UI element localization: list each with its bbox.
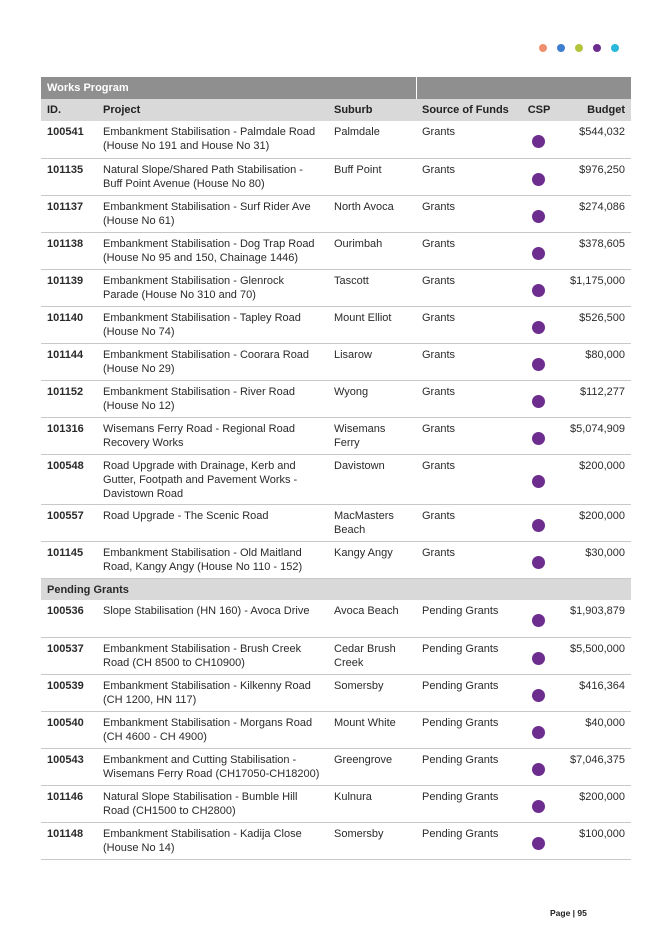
- cell-source: Pending Grants: [416, 637, 520, 674]
- table-row: [41, 158, 631, 195]
- table-row: [41, 269, 631, 306]
- cell-budget: $200,000: [558, 785, 631, 822]
- cell-suburb: Greengrove: [328, 748, 416, 785]
- table-title-blank: [416, 77, 631, 99]
- csp-indicator-icon: [532, 475, 545, 488]
- cell-id: 100557: [41, 504, 97, 541]
- cell-id: 101140: [41, 306, 97, 343]
- table-row: [41, 711, 631, 748]
- cell-source: Grants: [416, 232, 520, 269]
- csp-indicator-icon: [532, 689, 545, 702]
- cell-source: Grants: [416, 195, 520, 232]
- cell-project: Embankment Stabilisation - Surf Rider Ave (House No 61): [97, 195, 328, 232]
- csp-indicator-icon: [532, 726, 545, 739]
- cell-source: Grants: [416, 454, 520, 504]
- cell-budget: $100,000: [558, 822, 631, 859]
- dot-blue: [557, 44, 565, 52]
- csp-indicator-icon: [532, 652, 545, 665]
- cell-csp: [520, 637, 558, 674]
- csp-indicator-icon: [532, 519, 545, 532]
- cell-project: Embankment Stabilisation - Dog Trap Road (House No 95 and 150, Chainage 1446): [97, 232, 328, 269]
- cell-suburb: North Avoca: [328, 195, 416, 232]
- cell-source: Grants: [416, 306, 520, 343]
- cell-csp: [520, 504, 558, 541]
- table-row: [41, 637, 631, 674]
- cell-csp: [520, 674, 558, 711]
- cell-suburb: Wyong: [328, 380, 416, 417]
- cell-budget: $40,000: [558, 711, 631, 748]
- cell-source: Grants: [416, 380, 520, 417]
- cell-id: 100548: [41, 454, 97, 504]
- cell-source: Grants: [416, 121, 520, 158]
- works-rows: [41, 121, 631, 578]
- decorative-dots: [539, 44, 619, 52]
- cell-budget: $274,086: [558, 195, 631, 232]
- cell-id: 101148: [41, 822, 97, 859]
- cell-budget: $5,500,000: [558, 637, 631, 674]
- cell-id: 100536: [41, 600, 97, 637]
- works-program-table: [41, 77, 631, 860]
- cell-budget: $378,605: [558, 232, 631, 269]
- csp-indicator-icon: [532, 556, 545, 569]
- pending-grants-header-row: [41, 578, 631, 600]
- header-csp: CSP: [520, 99, 558, 121]
- csp-indicator-icon: [532, 321, 545, 334]
- cell-project: Embankment Stabilisation - Tapley Road (House No 74): [97, 306, 328, 343]
- header-budget: Budget: [558, 99, 631, 121]
- table-row: [41, 417, 631, 454]
- cell-csp: [520, 541, 558, 578]
- page-number: Page | 95: [550, 908, 587, 918]
- cell-budget: $416,364: [558, 674, 631, 711]
- table-row: [41, 121, 631, 158]
- cell-id: 101138: [41, 232, 97, 269]
- cell-budget: $544,032: [558, 121, 631, 158]
- cell-csp: [520, 748, 558, 785]
- cell-csp: [520, 711, 558, 748]
- cell-project: Wisemans Ferry Road - Regional Road Recovery Works: [97, 417, 328, 454]
- csp-indicator-icon: [532, 614, 545, 627]
- cell-source: Pending Grants: [416, 674, 520, 711]
- table-row: [41, 822, 631, 859]
- cell-suburb: Somersby: [328, 822, 416, 859]
- cell-project: Road Upgrade - The Scenic Road: [97, 504, 328, 541]
- cell-csp: [520, 269, 558, 306]
- header-suburb: Suburb: [328, 99, 416, 121]
- cell-project: Embankment Stabilisation - Kilkenny Road (CH 1200, HN 117): [97, 674, 328, 711]
- table-row: [41, 306, 631, 343]
- cell-csp: [520, 121, 558, 158]
- csp-indicator-icon: [532, 432, 545, 445]
- header-source: Source of Funds: [416, 99, 520, 121]
- dot-purple: [593, 44, 601, 52]
- cell-csp: [520, 822, 558, 859]
- cell-project: Embankment Stabilisation - River Road (House No 12): [97, 380, 328, 417]
- cell-suburb: Tascott: [328, 269, 416, 306]
- cell-source: Grants: [416, 269, 520, 306]
- dot-salmon: [539, 44, 547, 52]
- cell-project: Natural Slope/Shared Path Stabilisation - Buff Point Avenue (House No 80): [97, 158, 328, 195]
- cell-budget: $200,000: [558, 504, 631, 541]
- cell-suburb: Somersby: [328, 674, 416, 711]
- cell-suburb: Lisarow: [328, 343, 416, 380]
- pending-section: [41, 578, 631, 600]
- pending-rows: [41, 600, 631, 859]
- cell-source: Grants: [416, 541, 520, 578]
- cell-budget: $7,046,375: [558, 748, 631, 785]
- cell-id: 101146: [41, 785, 97, 822]
- cell-csp: [520, 195, 558, 232]
- cell-project: Embankment Stabilisation - Old Maitland Road, Kangy Angy (House No 110 - 152): [97, 541, 328, 578]
- cell-id: 101139: [41, 269, 97, 306]
- table-row: [41, 343, 631, 380]
- cell-project: Embankment Stabilisation - Coorara Road (House No 29): [97, 343, 328, 380]
- cell-csp: [520, 380, 558, 417]
- table-header-row: [41, 99, 631, 121]
- table-row: [41, 195, 631, 232]
- csp-indicator-icon: [532, 210, 545, 223]
- cell-source: Grants: [416, 417, 520, 454]
- csp-indicator-icon: [532, 763, 545, 776]
- dot-lime: [575, 44, 583, 52]
- cell-csp: [520, 600, 558, 637]
- cell-project: Embankment Stabilisation - Brush Creek Road (CH 8500 to CH10900): [97, 637, 328, 674]
- table-row: [41, 504, 631, 541]
- cell-project: Embankment Stabilisation - Palmdale Road (House No 191 and House No 31): [97, 121, 328, 158]
- cell-id: 100543: [41, 748, 97, 785]
- csp-indicator-icon: [532, 284, 545, 297]
- table-title-row: [41, 77, 631, 99]
- csp-indicator-icon: [532, 135, 545, 148]
- cell-csp: [520, 306, 558, 343]
- cell-suburb: Mount White: [328, 711, 416, 748]
- cell-csp: [520, 158, 558, 195]
- cell-suburb: Kulnura: [328, 785, 416, 822]
- cell-source: Pending Grants: [416, 748, 520, 785]
- dot-cyan: [611, 44, 619, 52]
- cell-id: 100541: [41, 121, 97, 158]
- cell-project: Natural Slope Stabilisation - Bumble Hill Road (CH1500 to CH2800): [97, 785, 328, 822]
- cell-source: Grants: [416, 158, 520, 195]
- header-id: ID.: [41, 99, 97, 121]
- cell-project: Road Upgrade with Drainage, Kerb and Gutter, Footpath and Pavement Works - Davistown Road: [97, 454, 328, 504]
- cell-budget: $200,000: [558, 454, 631, 504]
- csp-indicator-icon: [532, 247, 545, 260]
- cell-csp: [520, 232, 558, 269]
- cell-csp: [520, 454, 558, 504]
- cell-budget: $5,074,909: [558, 417, 631, 454]
- cell-csp: [520, 785, 558, 822]
- cell-budget: $112,277: [558, 380, 631, 417]
- cell-id: 100540: [41, 711, 97, 748]
- cell-id: 101144: [41, 343, 97, 380]
- table-row: [41, 748, 631, 785]
- cell-source: Pending Grants: [416, 711, 520, 748]
- cell-source: Grants: [416, 343, 520, 380]
- cell-source: Pending Grants: [416, 822, 520, 859]
- cell-project: Embankment Stabilisation - Kadija Close (House No 14): [97, 822, 328, 859]
- cell-budget: $80,000: [558, 343, 631, 380]
- cell-id: 101316: [41, 417, 97, 454]
- cell-id: 101135: [41, 158, 97, 195]
- cell-project: Embankment Stabilisation - Glenrock Parade (House No 310 and 70): [97, 269, 328, 306]
- table-row: [41, 232, 631, 269]
- cell-suburb: Wisemans Ferry: [328, 417, 416, 454]
- cell-budget: $976,250: [558, 158, 631, 195]
- table-row: [41, 674, 631, 711]
- cell-project: Embankment and Cutting Stabilisation - Wisemans Ferry Road (CH17050-CH18200): [97, 748, 328, 785]
- cell-csp: [520, 343, 558, 380]
- cell-id: 101152: [41, 380, 97, 417]
- cell-suburb: Kangy Angy: [328, 541, 416, 578]
- cell-suburb: Cedar Brush Creek: [328, 637, 416, 674]
- table-row: [41, 454, 631, 504]
- table-row: [41, 541, 631, 578]
- csp-indicator-icon: [532, 395, 545, 408]
- cell-budget: $1,175,000: [558, 269, 631, 306]
- cell-id: 101145: [41, 541, 97, 578]
- cell-budget: $526,500: [558, 306, 631, 343]
- cell-id: 100537: [41, 637, 97, 674]
- cell-id: 101137: [41, 195, 97, 232]
- cell-source: Pending Grants: [416, 785, 520, 822]
- cell-suburb: Buff Point: [328, 158, 416, 195]
- cell-csp: [520, 417, 558, 454]
- csp-indicator-icon: [532, 173, 545, 186]
- cell-project: Embankment Stabilisation - Morgans Road (CH 4600 - CH 4900): [97, 711, 328, 748]
- cell-budget: $1,903,879: [558, 600, 631, 637]
- csp-indicator-icon: [532, 837, 545, 850]
- cell-suburb: Ourimbah: [328, 232, 416, 269]
- cell-id: 100539: [41, 674, 97, 711]
- table-row: [41, 785, 631, 822]
- cell-source: Pending Grants: [416, 600, 520, 637]
- cell-source: Grants: [416, 504, 520, 541]
- table-row: [41, 380, 631, 417]
- table-row: [41, 600, 631, 637]
- csp-indicator-icon: [532, 358, 545, 371]
- cell-suburb: MacMasters Beach: [328, 504, 416, 541]
- cell-suburb: Avoca Beach: [328, 600, 416, 637]
- csp-indicator-icon: [532, 800, 545, 813]
- cell-project: Slope Stabilisation (HN 160) - Avoca Drive: [97, 600, 328, 637]
- cell-suburb: Mount Elliot: [328, 306, 416, 343]
- cell-suburb: Palmdale: [328, 121, 416, 158]
- pending-grants-title: Pending Grants: [41, 578, 631, 600]
- cell-budget: $30,000: [558, 541, 631, 578]
- table-title: Works Program: [41, 77, 416, 99]
- cell-suburb: Davistown: [328, 454, 416, 504]
- header-project: Project: [97, 99, 328, 121]
